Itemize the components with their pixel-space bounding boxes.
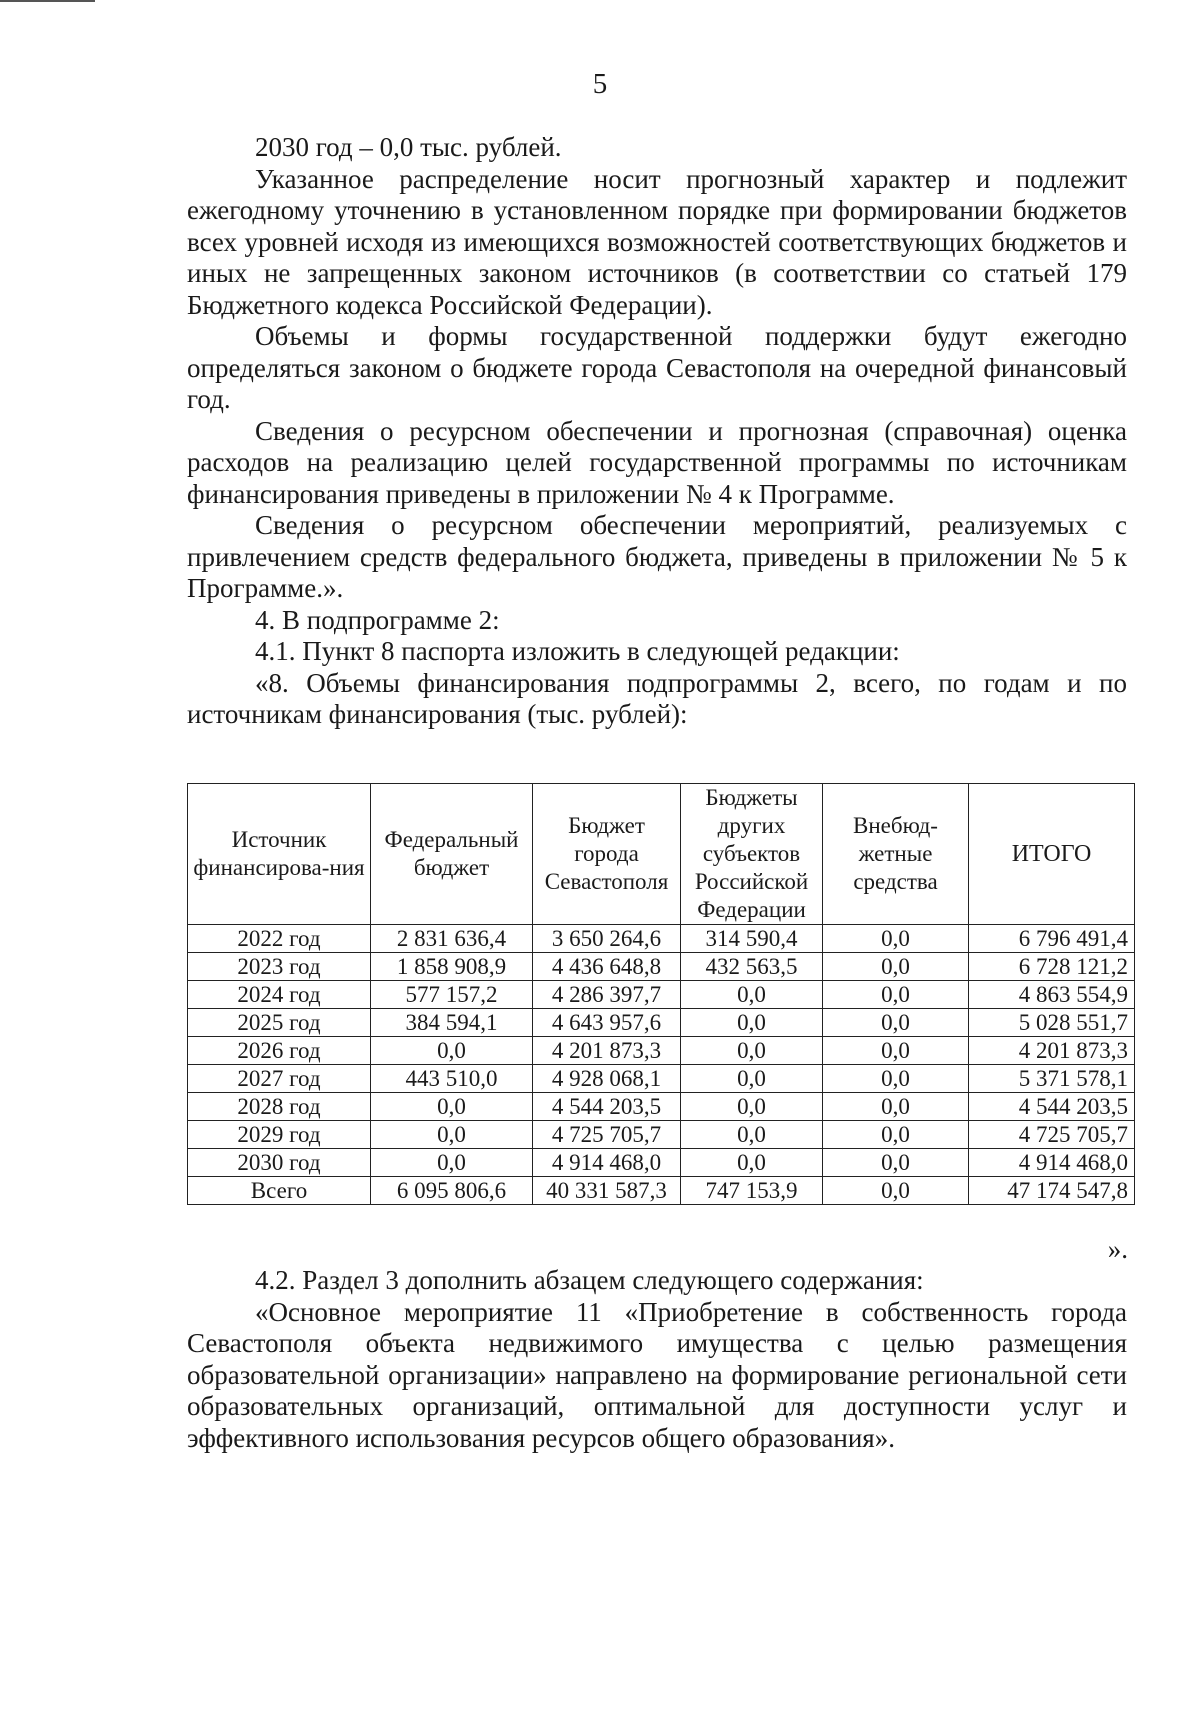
value-cell: 2 831 636,4 — [371, 925, 533, 953]
value-cell: 4 544 203,5 — [533, 1093, 681, 1121]
table-row — [188, 1177, 1135, 1205]
value-cell: 4 725 705,7 — [969, 1121, 1135, 1149]
body-text-bottom — [187, 1265, 1127, 1454]
value-cell: 0,0 — [371, 1149, 533, 1177]
value-cell: 0,0 — [681, 1037, 823, 1065]
value-cell: 4 863 554,9 — [969, 981, 1135, 1009]
row-label-cell: 2027 год — [188, 1065, 371, 1093]
header-city-budget: Бюджет города Севастополя — [533, 784, 681, 925]
value-cell: 4 286 397,7 — [533, 981, 681, 1009]
header-source: Источник финансирова-ния — [188, 784, 371, 925]
paragraph: «Основное мероприятие 11 «Приобретение в собственность города Севастополя объекта недвижимого имущества с целью размещения образовательной организации» направлено на формирование региональной сети образовательных организаций, оптимальной для доступности услуг и эффективного использования ресурсов общего образования». — [187, 1296, 1127, 1453]
value-cell: 314 590,4 — [681, 925, 823, 953]
value-cell: 0,0 — [823, 1093, 969, 1121]
value-cell: 0,0 — [823, 925, 969, 953]
table-header-row — [188, 784, 1135, 925]
row-label-cell: 2029 год — [188, 1121, 371, 1149]
value-cell: 0,0 — [371, 1037, 533, 1065]
value-cell: 47 174 547,8 — [969, 1177, 1135, 1205]
value-cell: 4 914 468,0 — [969, 1149, 1135, 1177]
value-cell: 4 928 068,1 — [533, 1065, 681, 1093]
paragraph: Сведения о ресурсном обеспечении мероприятий, реализуемых с привлечением средств федерального бюджета, приведены в приложении № 5 к Программе.». — [187, 510, 1127, 603]
value-cell: 0,0 — [823, 1121, 969, 1149]
value-cell: 0,0 — [823, 1177, 969, 1205]
table-body — [188, 925, 1135, 1205]
table-row — [188, 1093, 1135, 1121]
value-cell: 6 796 491,4 — [969, 925, 1135, 953]
paragraph: Указанное распределение носит прогнозный характер и подлежит ежегодному уточнению в установленном порядке при формировании бюджетов всех уровней исходя из имеющихся возможностей соответствующих бюджетов и иных не запрещенных законом источников (в соответствии со статьей 179 Бюджетного кодекса Российской Федерации). — [187, 163, 1127, 320]
table-row — [188, 1121, 1135, 1149]
value-cell: 432 563,5 — [681, 953, 823, 981]
row-label-cell: Всего — [188, 1177, 371, 1205]
value-cell: 3 650 264,6 — [533, 925, 681, 953]
value-cell: 384 594,1 — [371, 1009, 533, 1037]
value-cell: 0,0 — [681, 981, 823, 1009]
table-row — [188, 1149, 1135, 1177]
value-cell: 4 436 648,8 — [533, 953, 681, 981]
paragraph: Сведения о ресурсном обеспечении и прогнозная (справочная) оценка расходов на реализацию целей государственной программы по источникам финансирования приведены в приложении № 4 к Программе. — [187, 415, 1127, 509]
value-cell: 0,0 — [681, 1009, 823, 1037]
row-label-cell: 2026 год — [188, 1037, 371, 1065]
table-row — [188, 925, 1135, 953]
row-label-cell: 2022 год — [188, 925, 371, 953]
value-cell: 0,0 — [823, 1149, 969, 1177]
paragraph: 4.1. Пункт 8 паспорта изложить в следующей редакции: — [255, 636, 900, 666]
value-cell: 0,0 — [371, 1121, 533, 1149]
value-cell: 0,0 — [823, 1009, 969, 1037]
header-other-subjects: Бюджеты других субъектов Российской Федерации — [681, 784, 823, 925]
value-cell: 577 157,2 — [371, 981, 533, 1009]
value-cell: 0,0 — [823, 981, 969, 1009]
header-extrabudgetary: Внебюд-жетные средства — [823, 784, 969, 925]
value-cell: 4 643 957,6 — [533, 1009, 681, 1037]
value-cell: 1 858 908,9 — [371, 953, 533, 981]
value-cell: 4 725 705,7 — [533, 1121, 681, 1149]
paragraph: Объемы и формы государственной поддержки будут ежегодно определяться законом о бюджете города Севастополя на очередной финансовый год. — [187, 321, 1127, 414]
value-cell: 6 728 121,2 — [969, 953, 1135, 981]
value-cell: 4 201 873,3 — [969, 1037, 1135, 1065]
value-cell: 4 914 468,0 — [533, 1149, 681, 1177]
table-row — [188, 981, 1135, 1009]
value-cell: 443 510,0 — [371, 1065, 533, 1093]
value-cell: 40 331 587,3 — [533, 1177, 681, 1205]
table-row — [188, 1037, 1135, 1065]
paragraph: 4. В подпрограмме 2: — [255, 604, 500, 635]
financing-table — [187, 783, 1135, 1205]
value-cell: 0,0 — [823, 1065, 969, 1093]
header-federal: Федеральный бюджет — [371, 784, 533, 925]
page-number: 5 — [592, 68, 608, 100]
value-cell: 6 095 806,6 — [371, 1177, 533, 1205]
value-cell: 0,0 — [823, 1037, 969, 1065]
value-cell: 0,0 — [681, 1121, 823, 1149]
paragraph: 2030 год – 0,0 тыс. рублей. — [255, 132, 562, 162]
table-row — [188, 1009, 1135, 1037]
value-cell: 4 201 873,3 — [533, 1037, 681, 1065]
value-cell: 0,0 — [681, 1149, 823, 1177]
row-label-cell: 2024 год — [188, 981, 371, 1009]
value-cell: 0,0 — [823, 953, 969, 981]
table-row — [188, 953, 1135, 981]
row-label-cell: 2025 год — [188, 1009, 371, 1037]
scan-edge-mark — [0, 0, 95, 5]
paragraph: 4.2. Раздел 3 дополнить абзацем следующего содержания: — [255, 1265, 924, 1295]
paragraph: «8. Объемы финансирования подпрограммы 2, всего, по годам и по источникам финансирования (тыс. рублей): — [187, 667, 1127, 729]
table-row — [188, 1065, 1135, 1093]
value-cell: 0,0 — [371, 1093, 533, 1121]
value-cell: 747 153,9 — [681, 1177, 823, 1205]
row-label-cell: 2023 год — [188, 953, 371, 981]
value-cell: 5 028 551,7 — [969, 1009, 1135, 1037]
row-label-cell: 2030 год — [188, 1149, 371, 1177]
closing-quote: ». — [1107, 1234, 1128, 1264]
body-text-top — [187, 132, 1127, 731]
value-cell: 0,0 — [681, 1093, 823, 1121]
header-total: ИТОГО — [969, 784, 1135, 925]
value-cell: 0,0 — [681, 1065, 823, 1093]
value-cell: 5 371 578,1 — [969, 1065, 1135, 1093]
value-cell: 4 544 203,5 — [969, 1093, 1135, 1121]
row-label-cell: 2028 год — [188, 1093, 371, 1121]
